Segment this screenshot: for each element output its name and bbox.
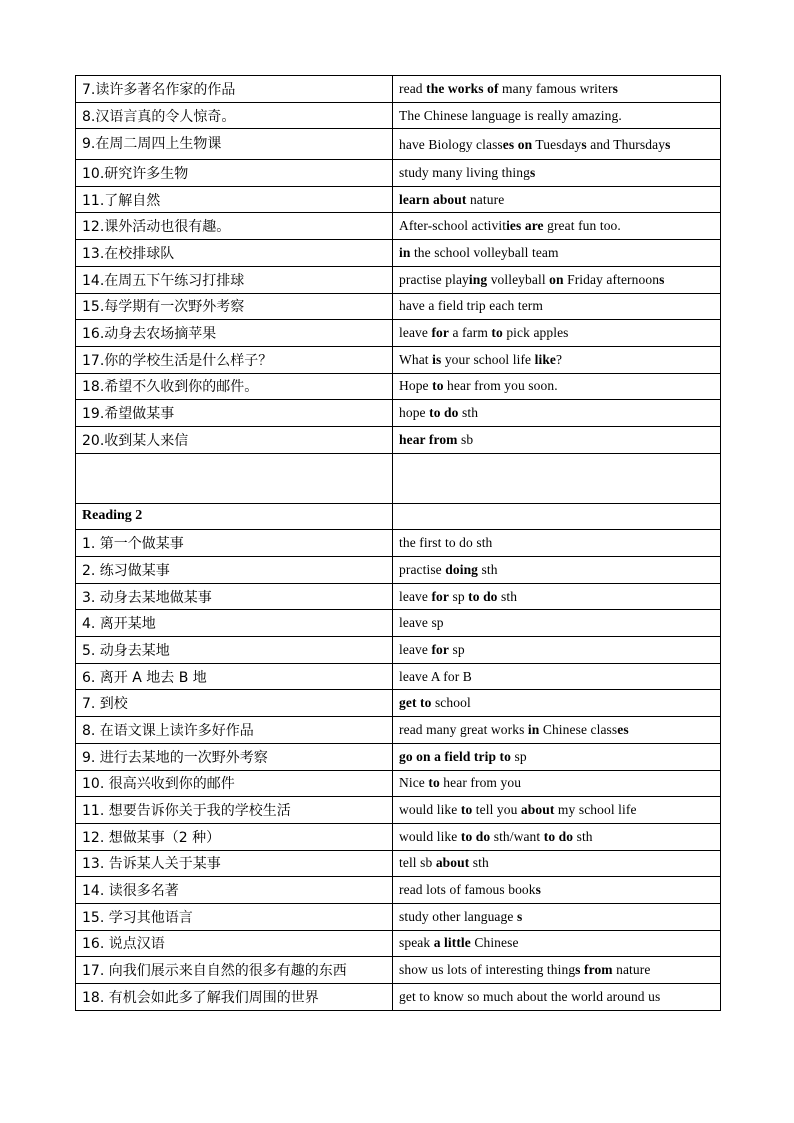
bold-fragment: for [431,588,449,604]
bold-fragment: s from [575,962,613,978]
chinese-phrase-cell: 13. 告诉某人关于某事 [76,850,393,877]
bold-fragment: get to [399,695,432,711]
table-row [76,102,721,129]
table-row [76,293,721,320]
table-row [76,129,721,160]
phrase-table-body [76,76,721,1011]
bold-fragment: s [581,136,587,152]
chinese-phrase-cell: 18. 有机会如此多了解我们周围的世界 [76,984,393,1011]
bold-fragment: s [659,271,665,287]
chinese-phrase-cell: 15.每学期有一次野外考察 [76,293,393,320]
bold-fragment: to do [460,828,491,844]
english-phrase-cell: read many great works in Chinese classes [393,717,721,744]
english-phrase-cell: The Chinese language is really amazing. [393,102,721,129]
section-heading: Reading 2 [76,503,393,530]
bold-fragment: the works of [426,80,499,96]
english-phrase-cell: the first to do sth [393,530,721,557]
bold-fragment: doing [445,561,479,577]
english-phrase-cell: tell sb about sth [393,850,721,877]
chinese-phrase-cell: 9.在周二周四上生物课 [76,129,393,160]
bold-fragment: in [399,244,411,260]
chinese-phrase-cell: 8.汉语言真的令人惊奇。 [76,102,393,129]
chinese-phrase-cell: 10. 很高兴收到你的邮件 [76,770,393,797]
english-phrase-cell: leave for sp [393,637,721,664]
bold-fragment: es [502,136,515,152]
english-phrase-cell: Nice to hear from you [393,770,721,797]
table-row [76,76,721,103]
section-heading-row [76,503,721,530]
table-row [76,770,721,797]
bold-fragment: to do [543,828,574,844]
table-row [76,690,721,717]
chinese-phrase-cell: 7.读许多著名作家的作品 [76,76,393,103]
table-row [76,160,721,187]
table-row [76,637,721,664]
bold-fragment: to do [429,405,459,421]
table-row [76,797,721,824]
chinese-phrase-cell: 2. 练习做某事 [76,557,393,584]
chinese-phrase-cell: 4. 离开某地 [76,610,393,637]
english-phrase-cell: After-school activities are great fun too. [393,213,721,240]
bold-fragment: like [534,351,557,367]
vocab-sheet [75,75,720,1011]
bold-fragment: learn about [399,191,467,207]
english-phrase-cell: have a field trip each term [393,293,721,320]
english-phrase-cell: leave sp [393,610,721,637]
english-phrase-cell: speak a little Chinese [393,930,721,957]
table-row [76,426,721,453]
english-phrase-cell: show us lots of interesting things from nature [393,957,721,984]
chinese-phrase-cell: 5. 动身去某地 [76,637,393,664]
table-row [76,823,721,850]
table-row [76,373,721,400]
english-phrase-cell: read the works of many famous writers [393,76,721,103]
table-row [76,557,721,584]
table-row [76,930,721,957]
bold-fragment: es [617,721,629,737]
bold-fragment: to [428,775,440,791]
bold-fragment: s [665,136,671,152]
bold-fragment: in [527,721,540,737]
english-phrase-cell: read lots of famous books [393,877,721,904]
chinese-phrase-cell: 17. 向我们展示来自自然的很多有趣的东西 [76,957,393,984]
chinese-phrase-cell: 14. 读很多名著 [76,877,393,904]
english-phrase-cell: get to know so much about the world around us [393,984,721,1011]
table-row [76,320,721,347]
empty-cell [393,503,721,530]
bold-fragment: s [529,164,536,180]
english-phrase-cell: study many living things [393,160,721,187]
chinese-phrase-cell: 15. 学习其他语言 [76,903,393,930]
english-phrase-cell: go on a field trip to sp [393,743,721,770]
table-row [76,610,721,637]
english-phrase-cell: get to school [393,690,721,717]
chinese-phrase-cell: 6. 离开 A 地去 B 地 [76,663,393,690]
bold-fragment: on [549,271,564,287]
bold-fragment: s [516,908,523,924]
english-phrase-cell: leave for a farm to pick apples [393,320,721,347]
bold-fragment: go on a field trip to [399,748,511,764]
english-phrase-cell: leave for sp to do sth [393,583,721,610]
table-row [76,850,721,877]
table-row [76,743,721,770]
english-phrase-cell: would like to do sth/want to do sth [393,823,721,850]
bold-fragment: to [491,325,503,341]
table-row [76,984,721,1011]
table-row [76,663,721,690]
chinese-phrase-cell: 19.希望做某事 [76,400,393,427]
table-row [76,240,721,267]
english-phrase-cell: What is your school life like? [393,346,721,373]
english-phrase-cell: hear from sb [393,426,721,453]
chinese-phrase-cell: 10.研究许多生物 [76,160,393,187]
table-row [76,903,721,930]
chinese-phrase-cell: 16.动身去农场摘苹果 [76,320,393,347]
table-row [76,186,721,213]
table-row [76,717,721,744]
english-phrase-cell: would like to tell you about my school life [393,797,721,824]
bold-fragment: s [535,882,541,898]
table-row [76,957,721,984]
table-row [76,346,721,373]
bold-fragment: for [431,325,449,341]
english-phrase-cell: study other language s [393,903,721,930]
bold-fragment: about [435,855,470,871]
bold-fragment: to do [468,588,498,604]
english-phrase-cell: practise doing sth [393,557,721,584]
bold-fragment: ies are [506,218,544,234]
chinese-phrase-cell: 11.了解自然 [76,186,393,213]
table-row [76,877,721,904]
table-row [76,213,721,240]
bold-fragment: is [432,351,442,367]
chinese-phrase-cell: 7. 到校 [76,690,393,717]
chinese-phrase-cell: 18.希望不久收到你的邮件。 [76,373,393,400]
bold-fragment: hear from [399,431,458,447]
chinese-phrase-cell: 16. 说点汉语 [76,930,393,957]
english-phrase-cell: leave A for B [393,663,721,690]
chinese-phrase-cell: 3. 动身去某地做某事 [76,583,393,610]
table-row [76,400,721,427]
chinese-phrase-cell: 9. 进行去某地的一次野外考察 [76,743,393,770]
empty-cell [393,453,721,503]
table-row [76,530,721,557]
table-row [76,266,721,293]
chinese-phrase-cell: 11. 想要告诉你关于我的学校生活 [76,797,393,824]
english-phrase-cell: practise playing volleyball on Friday afternoons [393,266,721,293]
chinese-phrase-cell: 1. 第一个做某事 [76,530,393,557]
bold-fragment: to [432,378,444,394]
bold-fragment: s [612,80,618,96]
chinese-phrase-cell: 8. 在语文课上读许多好作品 [76,717,393,744]
english-phrase-cell: hope to do sth [393,400,721,427]
chinese-phrase-cell: 12.课外活动也很有趣。 [76,213,393,240]
bold-fragment: to [460,802,473,818]
chinese-phrase-cell: 14.在周五下午练习打排球 [76,266,393,293]
bold-fragment: about [520,802,555,818]
chinese-phrase-cell: 13.在校排球队 [76,240,393,267]
english-phrase-cell: learn about nature [393,186,721,213]
bold-fragment: a little [433,935,471,951]
empty-cell [76,453,393,503]
english-phrase-cell: Hope to hear from you soon. [393,373,721,400]
bold-fragment: for [431,641,449,657]
bold-fragment: on [517,136,533,152]
empty-row [76,453,721,503]
bold-fragment: ing [468,271,488,287]
phrase-table [75,75,721,1011]
english-phrase-cell: have Biology classes on Tuesdays and Thursdays [393,129,721,160]
table-row [76,583,721,610]
chinese-phrase-cell: 12. 想做某事（2 种） [76,823,393,850]
chinese-phrase-cell: 17.你的学校生活是什么样子？ [76,346,393,373]
english-phrase-cell: in the school volleyball team [393,240,721,267]
chinese-phrase-cell: 20.收到某人来信 [76,426,393,453]
